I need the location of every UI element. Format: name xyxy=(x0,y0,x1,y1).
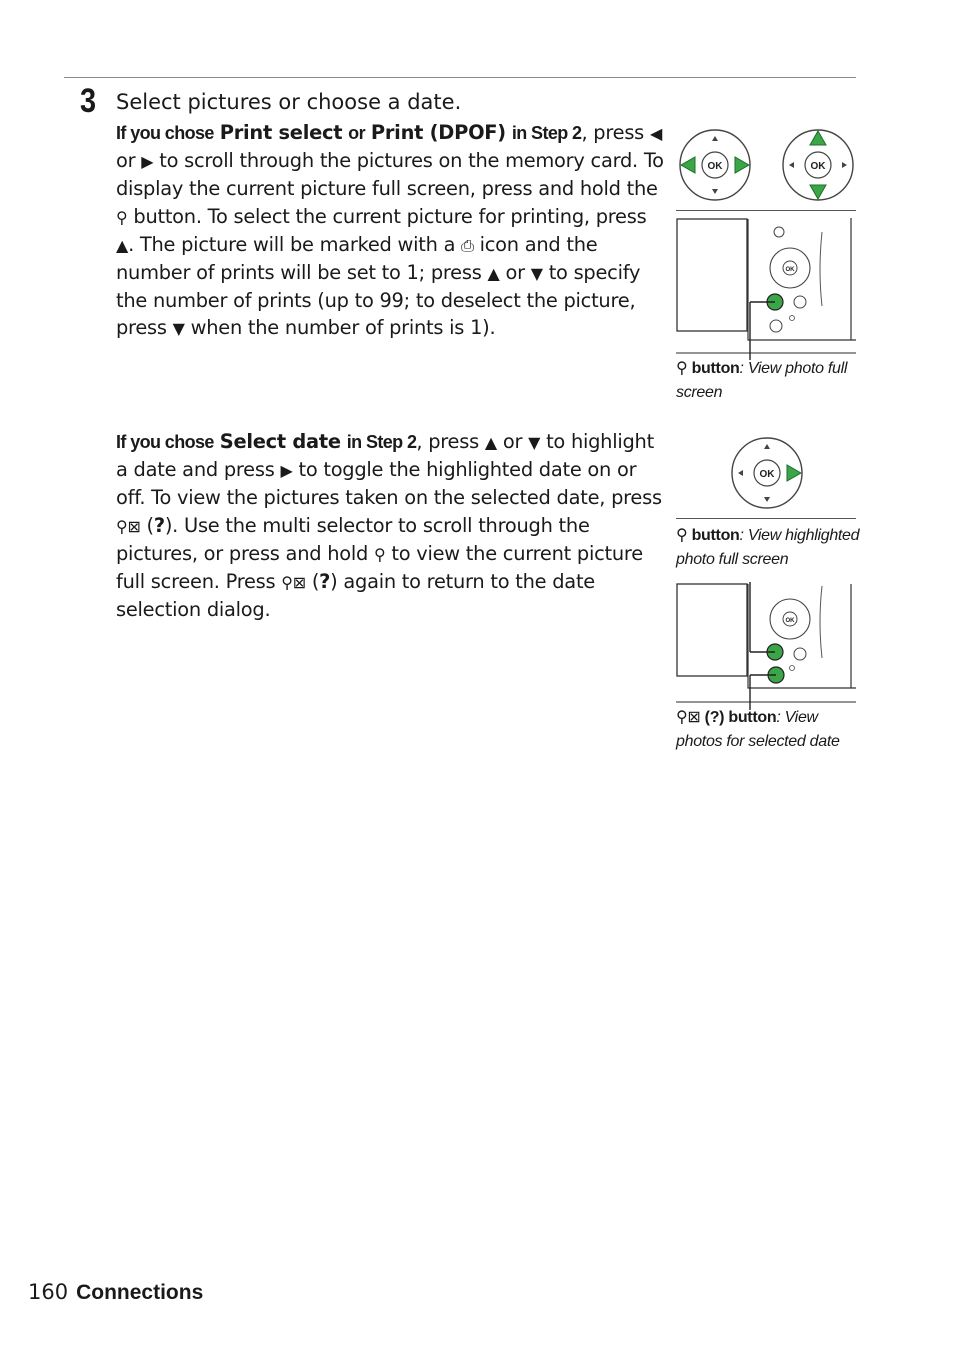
caption-description: : View highlighted photo full screen xyxy=(676,527,860,568)
section-title: Connections xyxy=(76,1281,204,1304)
text: or xyxy=(496,430,529,453)
menu-print-select: Print select xyxy=(219,121,343,144)
caption-button-label: button xyxy=(691,527,740,544)
left-arrow-icon: ◀ xyxy=(649,124,663,143)
zoom-in-icon: ⚲ xyxy=(116,207,128,227)
text: ( xyxy=(140,513,154,537)
zoom-in-icon: ⚲ xyxy=(676,360,688,377)
thumbnail-zoom-out-icon: ⚲⊠ xyxy=(116,516,141,536)
multi-selector-left-right-illustration xyxy=(678,128,752,202)
text: . The picture will be marked with a xyxy=(128,232,462,256)
text: to view the current picture full screen. Press xyxy=(116,541,643,594)
text: to specify the number of prints (up to 99; to deselect the picture, press xyxy=(116,261,641,340)
right-arrow-icon: ▶ xyxy=(141,152,154,172)
caption-button-label: button xyxy=(691,360,740,377)
svg-text:OK: OK xyxy=(707,161,723,172)
svg-text:OK: OK xyxy=(785,618,795,624)
page-number: 160 xyxy=(28,1280,69,1304)
text: ( xyxy=(305,570,320,594)
menu-select-date: Select date xyxy=(219,430,341,453)
thumbnail-zoom-out-icon: ⚲⊠ xyxy=(676,709,701,726)
up-arrow-icon: ▲ xyxy=(116,235,129,255)
text: , press xyxy=(581,121,650,144)
caption-divider xyxy=(676,518,858,520)
menu-print-dpof: Print (DPOF) xyxy=(370,121,506,144)
caption-button-label: button xyxy=(728,709,777,726)
caption-zoom-button xyxy=(676,357,864,405)
caption-description: : View photos for selected date xyxy=(676,709,840,750)
print-select-instructions xyxy=(116,119,668,343)
thumbnail-zoom-out-icon: ⚲⊠ xyxy=(281,573,306,593)
caption-thumbnail-button xyxy=(676,706,864,754)
header-rule xyxy=(64,77,856,78)
svg-text:OK: OK xyxy=(785,267,795,273)
text: or xyxy=(116,149,142,173)
condition-step: in Step 2 xyxy=(346,432,417,452)
condition-lead: If you chose xyxy=(116,432,214,452)
right-arrow-icon: ▶ xyxy=(280,461,293,481)
camera-back-zoom-button-illustration xyxy=(676,210,858,356)
text: button. To select the current picture for printing, press xyxy=(127,204,647,228)
svg-text:OK: OK xyxy=(759,469,775,480)
down-arrow-icon: ▼ xyxy=(172,319,185,339)
down-arrow-icon: ▼ xyxy=(530,264,543,284)
select-date-instructions xyxy=(116,428,668,623)
camera-back-thumbnail-button-illustration xyxy=(676,582,858,712)
caption-description: : View photo full screen xyxy=(676,360,848,401)
zoom-in-icon: ⚲ xyxy=(676,527,688,544)
multi-selector-right-illustration xyxy=(730,436,804,510)
multi-selector-up-down-illustration xyxy=(781,128,855,202)
up-arrow-icon: ▲ xyxy=(484,433,497,452)
help-icon: ? xyxy=(319,570,331,594)
help-icon: ? xyxy=(153,513,165,537)
text: , press xyxy=(416,430,485,453)
condition-or: or xyxy=(348,123,365,143)
page-footer xyxy=(28,1280,203,1305)
text: or xyxy=(499,261,531,285)
svg-text:OK: OK xyxy=(810,161,826,172)
caption-zoom-button-highlighted xyxy=(676,524,864,572)
help-icon: (?) xyxy=(700,709,729,726)
text: to highlight a date and press xyxy=(116,430,654,482)
text: icon and the number of prints will be set to 1; press xyxy=(116,232,598,285)
step-number: 3 xyxy=(80,82,97,120)
text: to toggle the highlighted date on or off. To view the pictures taken on the selected date, press xyxy=(116,458,662,510)
down-arrow-icon: ▼ xyxy=(528,433,541,452)
condition-step: in Step 2 xyxy=(511,123,582,143)
step-title: Select pictures or choose a date. xyxy=(116,90,462,114)
print-icon: ⎙ xyxy=(461,235,474,255)
zoom-in-icon: ⚲ xyxy=(373,544,386,564)
condition-lead: If you chose xyxy=(116,123,214,143)
text: ) again to return to the date selection dialog. xyxy=(116,570,595,622)
up-arrow-icon: ▲ xyxy=(487,264,500,284)
text: to scroll through the pictures on the memory card. To display the current picture full screen, press and hold the xyxy=(116,149,664,201)
text: when the number of prints is 1). xyxy=(184,316,496,340)
text: ). Use the multi selector to scroll through the pictures, or press and hold xyxy=(116,513,590,565)
